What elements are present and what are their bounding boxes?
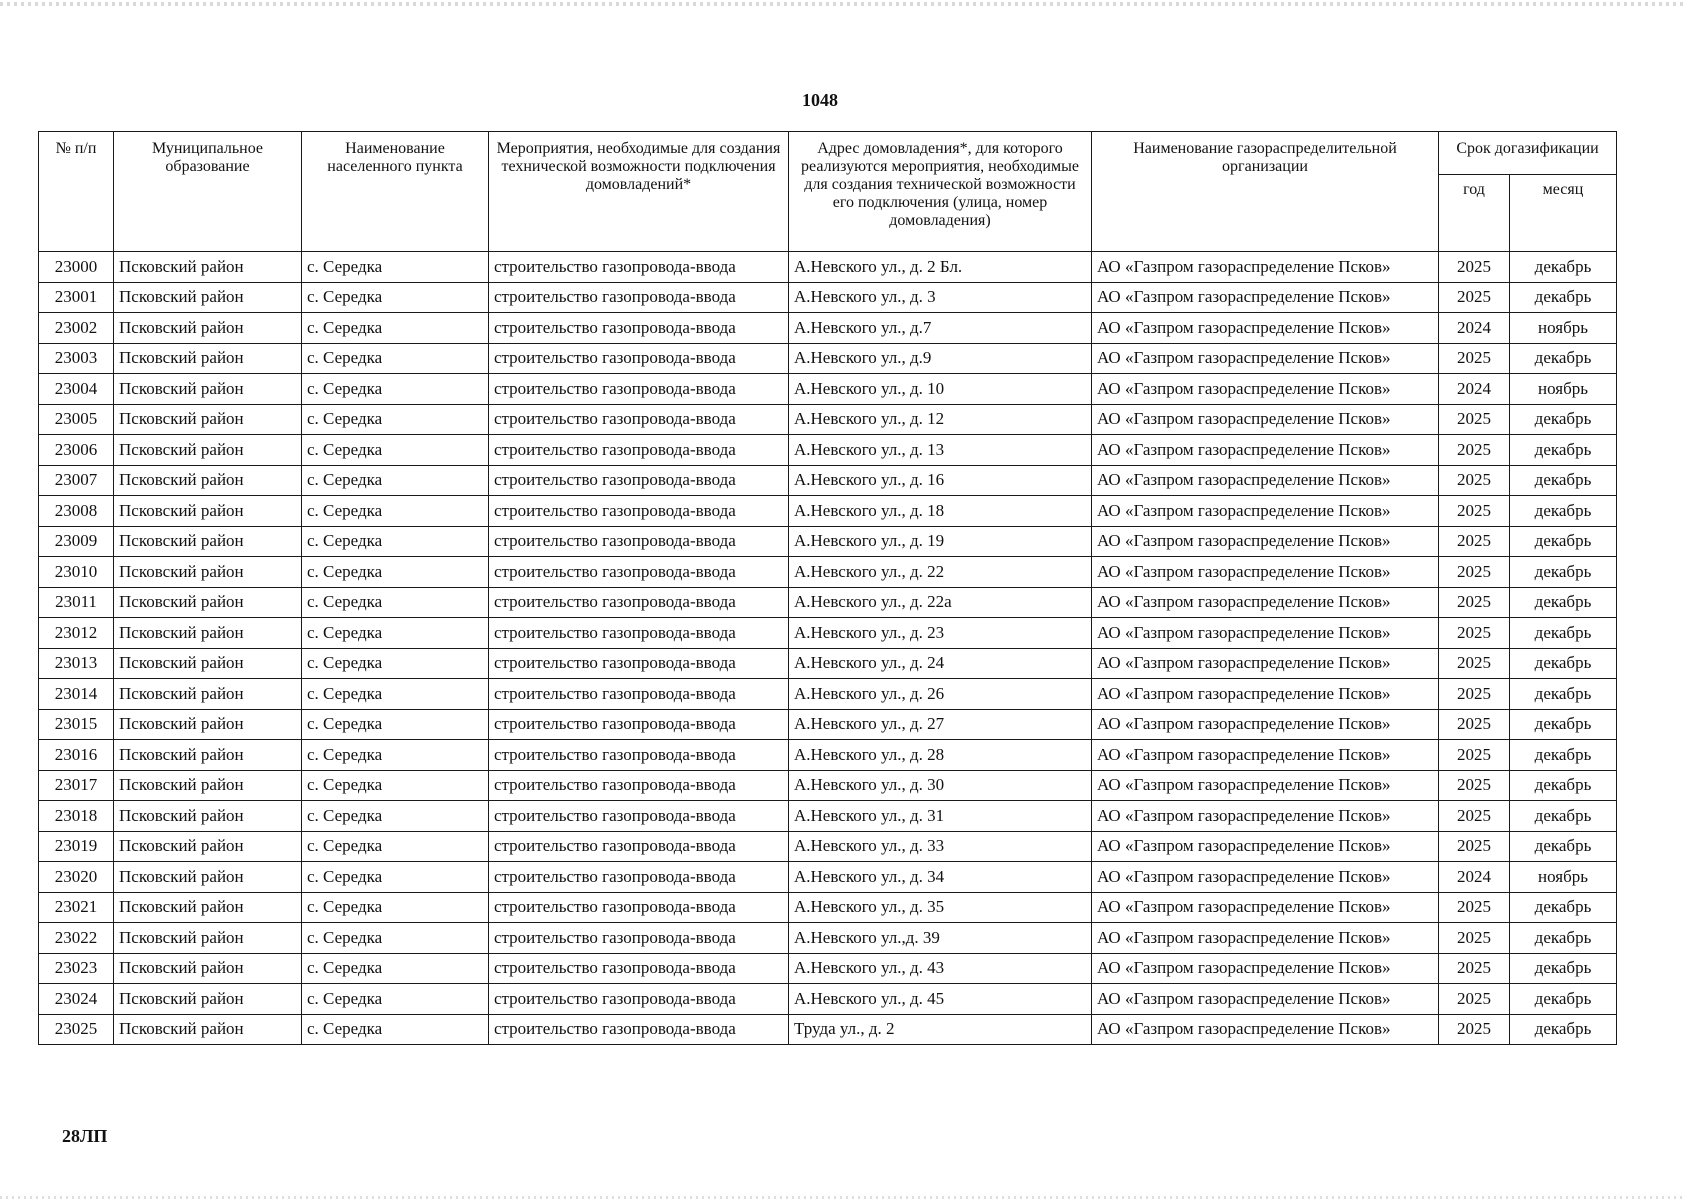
table-row — [39, 862, 1617, 893]
cell-month: декабрь — [1510, 465, 1617, 496]
cell-num: 23008 — [39, 496, 114, 527]
table-row — [39, 404, 1617, 435]
cell-month: декабрь — [1510, 709, 1617, 740]
cell-organization: АО «Газпром газораспределение Псков» — [1092, 404, 1439, 435]
table-row — [39, 496, 1617, 527]
cell-organization: АО «Газпром газораспределение Псков» — [1092, 587, 1439, 618]
cell-municipality: Псковский район — [114, 465, 302, 496]
header-year: год — [1439, 175, 1510, 252]
cell-settlement: с. Середка — [302, 252, 489, 283]
cell-measure: строительство газопровода-ввода — [489, 282, 789, 313]
table-row — [39, 435, 1617, 466]
cell-municipality: Псковский район — [114, 923, 302, 954]
cell-year: 2025 — [1439, 740, 1510, 771]
cell-settlement: с. Середка — [302, 709, 489, 740]
cell-num: 23016 — [39, 740, 114, 771]
table-row — [39, 557, 1617, 588]
cell-month: декабрь — [1510, 252, 1617, 283]
table-row — [39, 313, 1617, 344]
table-row — [39, 892, 1617, 923]
header-settlement: Наименование населенного пункта — [302, 132, 489, 252]
cell-num: 23004 — [39, 374, 114, 405]
cell-measure: строительство газопровода-ввода — [489, 618, 789, 649]
cell-month: декабрь — [1510, 435, 1617, 466]
cell-month: декабрь — [1510, 404, 1617, 435]
cell-municipality: Псковский район — [114, 709, 302, 740]
table-row — [39, 740, 1617, 771]
cell-year: 2025 — [1439, 496, 1510, 527]
cell-organization: АО «Газпром газораспределение Псков» — [1092, 953, 1439, 984]
table-row — [39, 1014, 1617, 1045]
cell-organization: АО «Газпром газораспределение Псков» — [1092, 892, 1439, 923]
cell-measure: строительство газопровода-ввода — [489, 648, 789, 679]
cell-municipality: Псковский район — [114, 984, 302, 1015]
cell-year: 2025 — [1439, 557, 1510, 588]
cell-municipality: Псковский район — [114, 343, 302, 374]
cell-settlement: с. Середка — [302, 282, 489, 313]
cell-address: А.Невского ул., д. 31 — [789, 801, 1092, 832]
cell-settlement: с. Середка — [302, 557, 489, 588]
cell-municipality: Псковский район — [114, 496, 302, 527]
cell-municipality: Псковский район — [114, 831, 302, 862]
cell-year: 2025 — [1439, 648, 1510, 679]
cell-address: А.Невского ул., д. 22 — [789, 557, 1092, 588]
cell-measure: строительство газопровода-ввода — [489, 679, 789, 710]
cell-address: А.Невского ул., д. 26 — [789, 679, 1092, 710]
cell-organization: АО «Газпром газораспределение Псков» — [1092, 252, 1439, 283]
cell-organization: АО «Газпром газораспределение Псков» — [1092, 618, 1439, 649]
footer-code: 28ЛП — [62, 1126, 108, 1146]
cell-address: А.Невского ул., д.7 — [789, 313, 1092, 344]
header-row-top — [39, 132, 1617, 175]
cell-organization: АО «Газпром газораспределение Псков» — [1092, 709, 1439, 740]
cell-municipality: Псковский район — [114, 618, 302, 649]
table-row — [39, 465, 1617, 496]
cell-measure: строительство газопровода-ввода — [489, 1014, 789, 1045]
table-row — [39, 831, 1617, 862]
header-measures: Мероприятия, необходимые для создания технической возможности подключения домовладений* — [489, 132, 789, 252]
cell-num: 23011 — [39, 587, 114, 618]
cell-address: А.Невского ул., д. 19 — [789, 526, 1092, 557]
cell-address: А.Невского ул., д. 18 — [789, 496, 1092, 527]
cell-settlement: с. Середка — [302, 801, 489, 832]
cell-organization: АО «Газпром газораспределение Псков» — [1092, 648, 1439, 679]
cell-address: Труда ул., д. 2 — [789, 1014, 1092, 1045]
cell-measure: строительство газопровода-ввода — [489, 923, 789, 954]
cell-num: 23010 — [39, 557, 114, 588]
cell-measure: строительство газопровода-ввода — [489, 801, 789, 832]
cell-year: 2025 — [1439, 343, 1510, 374]
cell-month: декабрь — [1510, 953, 1617, 984]
cell-measure: строительство газопровода-ввода — [489, 404, 789, 435]
cell-num: 23023 — [39, 953, 114, 984]
cell-num: 23005 — [39, 404, 114, 435]
cell-settlement: с. Середка — [302, 923, 489, 954]
cell-municipality: Псковский район — [114, 1014, 302, 1045]
cell-address: А.Невского ул., д. 13 — [789, 435, 1092, 466]
cell-measure: строительство газопровода-ввода — [489, 465, 789, 496]
cell-num: 23009 — [39, 526, 114, 557]
cell-settlement: с. Середка — [302, 831, 489, 862]
cell-address: А.Невского ул., д. 28 — [789, 740, 1092, 771]
cell-measure: строительство газопровода-ввода — [489, 740, 789, 771]
cell-month: декабрь — [1510, 496, 1617, 527]
table-row — [39, 923, 1617, 954]
cell-municipality: Псковский район — [114, 892, 302, 923]
cell-organization: АО «Газпром газораспределение Псков» — [1092, 1014, 1439, 1045]
cell-address: А.Невского ул., д. 43 — [789, 953, 1092, 984]
table-row — [39, 618, 1617, 649]
header-deadline: Срок догазификации — [1439, 132, 1617, 175]
cell-settlement: с. Середка — [302, 984, 489, 1015]
cell-year: 2024 — [1439, 313, 1510, 344]
cell-organization: АО «Газпром газораспределение Псков» — [1092, 923, 1439, 954]
cell-num: 23021 — [39, 892, 114, 923]
cell-address: А.Невского ул., д. 33 — [789, 831, 1092, 862]
cell-organization: АО «Газпром газораспределение Псков» — [1092, 465, 1439, 496]
table-row — [39, 252, 1617, 283]
cell-settlement: с. Середка — [302, 862, 489, 893]
cell-num: 23019 — [39, 831, 114, 862]
cell-measure: строительство газопровода-ввода — [489, 374, 789, 405]
cell-year: 2025 — [1439, 618, 1510, 649]
header-month: месяц — [1510, 175, 1617, 252]
table-row — [39, 801, 1617, 832]
cell-num: 23000 — [39, 252, 114, 283]
cell-organization: АО «Газпром газораспределение Псков» — [1092, 282, 1439, 313]
gasification-table — [38, 131, 1617, 1045]
cell-organization: АО «Газпром газораспределение Псков» — [1092, 343, 1439, 374]
table-row — [39, 953, 1617, 984]
cell-settlement: с. Середка — [302, 648, 489, 679]
cell-year: 2025 — [1439, 923, 1510, 954]
cell-year: 2025 — [1439, 587, 1510, 618]
table-row — [39, 984, 1617, 1015]
cell-year: 2025 — [1439, 984, 1510, 1015]
cell-settlement: с. Середка — [302, 496, 489, 527]
cell-municipality: Псковский район — [114, 282, 302, 313]
cell-measure: строительство газопровода-ввода — [489, 862, 789, 893]
cell-month: декабрь — [1510, 557, 1617, 588]
cell-year: 2025 — [1439, 435, 1510, 466]
cell-organization: АО «Газпром газораспределение Псков» — [1092, 862, 1439, 893]
cell-year: 2025 — [1439, 801, 1510, 832]
cell-month: ноябрь — [1510, 313, 1617, 344]
cell-measure: строительство газопровода-ввода — [489, 831, 789, 862]
cell-measure: строительство газопровода-ввода — [489, 252, 789, 283]
cell-month: декабрь — [1510, 679, 1617, 710]
cell-municipality: Псковский район — [114, 557, 302, 588]
cell-municipality: Псковский район — [114, 953, 302, 984]
cell-month: декабрь — [1510, 831, 1617, 862]
cell-municipality: Псковский район — [114, 526, 302, 557]
cell-num: 23007 — [39, 465, 114, 496]
cell-settlement: с. Середка — [302, 404, 489, 435]
cell-year: 2024 — [1439, 374, 1510, 405]
table-row — [39, 526, 1617, 557]
cell-num: 23013 — [39, 648, 114, 679]
cell-num: 23018 — [39, 801, 114, 832]
cell-year: 2024 — [1439, 862, 1510, 893]
cell-year: 2025 — [1439, 953, 1510, 984]
table-row — [39, 648, 1617, 679]
table-body — [39, 252, 1617, 1045]
table-row — [39, 282, 1617, 313]
cell-month: декабрь — [1510, 892, 1617, 923]
cell-year: 2025 — [1439, 1014, 1510, 1045]
table-row — [39, 770, 1617, 801]
cell-organization: АО «Газпром газораспределение Псков» — [1092, 801, 1439, 832]
cell-month: декабрь — [1510, 343, 1617, 374]
cell-organization: АО «Газпром газораспределение Псков» — [1092, 374, 1439, 405]
cell-num: 23020 — [39, 862, 114, 893]
cell-organization: АО «Газпром газораспределение Псков» — [1092, 831, 1439, 862]
cell-year: 2025 — [1439, 770, 1510, 801]
cell-settlement: с. Середка — [302, 435, 489, 466]
cell-organization: АО «Газпром газораспределение Псков» — [1092, 496, 1439, 527]
cell-num: 23006 — [39, 435, 114, 466]
header-organization: Наименование газораспределительной организации — [1092, 132, 1439, 252]
cell-measure: строительство газопровода-ввода — [489, 587, 789, 618]
header-num: № п/п — [39, 132, 114, 252]
cell-year: 2025 — [1439, 679, 1510, 710]
cell-settlement: с. Середка — [302, 740, 489, 771]
cell-num: 23014 — [39, 679, 114, 710]
cell-month: ноябрь — [1510, 374, 1617, 405]
cell-municipality: Псковский район — [114, 374, 302, 405]
cell-organization: АО «Газпром газораспределение Псков» — [1092, 740, 1439, 771]
cell-measure: строительство газопровода-ввода — [489, 709, 789, 740]
cell-organization: АО «Газпром газораспределение Псков» — [1092, 435, 1439, 466]
cell-organization: АО «Газпром газораспределение Псков» — [1092, 984, 1439, 1015]
cell-num: 23015 — [39, 709, 114, 740]
cell-num: 23025 — [39, 1014, 114, 1045]
table-row — [39, 679, 1617, 710]
cell-address: А.Невского ул.,д. 39 — [789, 923, 1092, 954]
cell-municipality: Псковский район — [114, 252, 302, 283]
cell-settlement: с. Середка — [302, 465, 489, 496]
cell-address: А.Невского ул., д. 23 — [789, 618, 1092, 649]
cell-month: декабрь — [1510, 648, 1617, 679]
cell-num: 23003 — [39, 343, 114, 374]
cell-settlement: с. Середка — [302, 587, 489, 618]
cell-address: А.Невского ул., д. 45 — [789, 984, 1092, 1015]
cell-municipality: Псковский район — [114, 679, 302, 710]
cell-measure: строительство газопровода-ввода — [489, 313, 789, 344]
cell-year: 2025 — [1439, 709, 1510, 740]
cell-num: 23017 — [39, 770, 114, 801]
cell-measure: строительство газопровода-ввода — [489, 892, 789, 923]
cell-month: декабрь — [1510, 770, 1617, 801]
cell-address: А.Невского ул., д. 12 — [789, 404, 1092, 435]
cell-measure: строительство газопровода-ввода — [489, 984, 789, 1015]
cell-settlement: с. Середка — [302, 374, 489, 405]
cell-num: 23012 — [39, 618, 114, 649]
cell-measure: строительство газопровода-ввода — [489, 953, 789, 984]
cell-month: декабрь — [1510, 618, 1617, 649]
cell-organization: АО «Газпром газораспределение Псков» — [1092, 770, 1439, 801]
header-municipality: Муниципальное образование — [114, 132, 302, 252]
cell-address: А.Невского ул., д. 35 — [789, 892, 1092, 923]
cell-settlement: с. Середка — [302, 770, 489, 801]
cell-measure: строительство газопровода-ввода — [489, 435, 789, 466]
scan-edge-top — [0, 2, 1686, 6]
scan-edge-bottom — [0, 1196, 1686, 1199]
cell-address: А.Невского ул., д. 10 — [789, 374, 1092, 405]
cell-month: ноябрь — [1510, 862, 1617, 893]
cell-address: А.Невского ул., д. 24 — [789, 648, 1092, 679]
cell-month: декабрь — [1510, 1014, 1617, 1045]
cell-settlement: с. Середка — [302, 953, 489, 984]
header-address: Адрес домовладения*, для которого реализуются мероприятия, необходимые для создания технической возможности его подключения (улица, номер домовладения) — [789, 132, 1092, 252]
cell-month: декабрь — [1510, 282, 1617, 313]
cell-organization: АО «Газпром газораспределение Псков» — [1092, 526, 1439, 557]
cell-num: 23022 — [39, 923, 114, 954]
cell-year: 2025 — [1439, 404, 1510, 435]
cell-municipality: Псковский район — [114, 404, 302, 435]
cell-municipality: Псковский район — [114, 801, 302, 832]
cell-settlement: с. Середка — [302, 1014, 489, 1045]
cell-measure: строительство газопровода-ввода — [489, 557, 789, 588]
cell-settlement: с. Середка — [302, 618, 489, 649]
cell-year: 2025 — [1439, 252, 1510, 283]
cell-address: А.Невского ул., д. 16 — [789, 465, 1092, 496]
table-row — [39, 374, 1617, 405]
cell-num: 23001 — [39, 282, 114, 313]
cell-measure: строительство газопровода-ввода — [489, 343, 789, 374]
cell-settlement: с. Середка — [302, 892, 489, 923]
cell-address: А.Невского ул., д. 22а — [789, 587, 1092, 618]
cell-settlement: с. Середка — [302, 526, 489, 557]
cell-municipality: Псковский район — [114, 587, 302, 618]
cell-address: А.Невского ул., д. 30 — [789, 770, 1092, 801]
cell-municipality: Псковский район — [114, 770, 302, 801]
table-row — [39, 343, 1617, 374]
cell-municipality: Псковский район — [114, 648, 302, 679]
cell-num: 23002 — [39, 313, 114, 344]
cell-municipality: Псковский район — [114, 862, 302, 893]
cell-year: 2025 — [1439, 465, 1510, 496]
cell-settlement: с. Середка — [302, 313, 489, 344]
cell-address: А.Невского ул., д. 27 — [789, 709, 1092, 740]
cell-municipality: Псковский район — [114, 740, 302, 771]
cell-municipality: Псковский район — [114, 313, 302, 344]
cell-month: декабрь — [1510, 526, 1617, 557]
cell-organization: АО «Газпром газораспределение Псков» — [1092, 313, 1439, 344]
cell-address: А.Невского ул., д. 2 Бл. — [789, 252, 1092, 283]
cell-organization: АО «Газпром газораспределение Псков» — [1092, 679, 1439, 710]
cell-year: 2025 — [1439, 892, 1510, 923]
cell-year: 2025 — [1439, 282, 1510, 313]
cell-address: А.Невского ул., д. 3 — [789, 282, 1092, 313]
cell-measure: строительство газопровода-ввода — [489, 770, 789, 801]
cell-organization: АО «Газпром газораспределение Псков» — [1092, 557, 1439, 588]
table-row — [39, 587, 1617, 618]
cell-num: 23024 — [39, 984, 114, 1015]
cell-address: А.Невского ул., д. 34 — [789, 862, 1092, 893]
page-number: 1048 — [802, 90, 838, 110]
cell-settlement: с. Середка — [302, 343, 489, 374]
cell-month: декабрь — [1510, 587, 1617, 618]
cell-month: декабрь — [1510, 923, 1617, 954]
cell-year: 2025 — [1439, 831, 1510, 862]
cell-month: декабрь — [1510, 801, 1617, 832]
table-row — [39, 709, 1617, 740]
cell-month: декабрь — [1510, 984, 1617, 1015]
cell-month: декабрь — [1510, 740, 1617, 771]
cell-address: А.Невского ул., д.9 — [789, 343, 1092, 374]
cell-municipality: Псковский район — [114, 435, 302, 466]
cell-settlement: с. Середка — [302, 679, 489, 710]
cell-year: 2025 — [1439, 526, 1510, 557]
cell-measure: строительство газопровода-ввода — [489, 526, 789, 557]
cell-measure: строительство газопровода-ввода — [489, 496, 789, 527]
